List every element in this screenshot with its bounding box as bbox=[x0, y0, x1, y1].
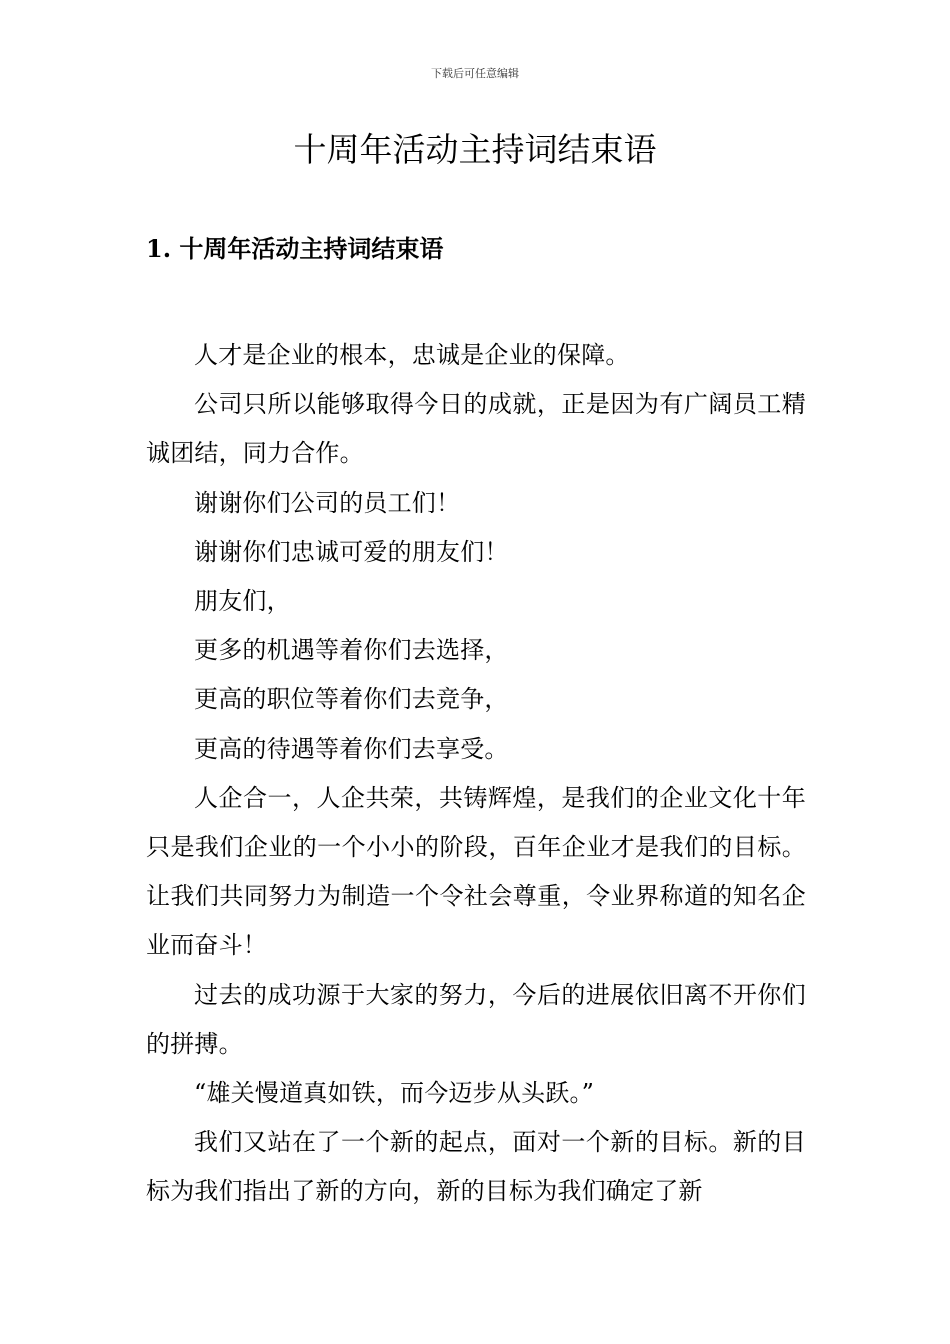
paragraph: 更高的职位等着你们去竞争， bbox=[194, 685, 509, 714]
section-heading: 1. 十周年活动主持词结束语 bbox=[146, 234, 444, 263]
paragraph: 过去的成功源于大家的努力，今后的进展依旧离不开你们的拼搏。 bbox=[146, 980, 806, 1058]
paragraph: “雄关慢道真如铁，而今迈步从头跃。” bbox=[194, 1079, 595, 1108]
document-title: 十周年活动主持词结束语 bbox=[293, 130, 657, 169]
paragraph: 更多的机遇等着你们去选择， bbox=[194, 636, 509, 665]
paragraph: 朋友们， bbox=[194, 587, 291, 616]
paragraph: 公司只所以能够取得今日的成就，正是因为有广阔员工精诚团结，同力合作。 bbox=[146, 390, 806, 468]
paragraph: 人才是企业的根本，忠诚是企业的保障。 bbox=[194, 341, 630, 369]
paragraph: 更高的待遇等着你们去享受。 bbox=[194, 734, 509, 763]
paragraph: 谢谢你们忠诚可爱的朋友们！ bbox=[194, 537, 509, 566]
paragraph: 我们又站在了一个新的起点，面对一个新的目标。新的目标为我们指出了新的方向，新的目标为我们确定了新 bbox=[146, 1128, 806, 1206]
paragraph: 人企合一，人企共荣，共铸辉煌，是我们的企业文化十年只是我们企业的一个小小的阶段，百年企业才是我们的目标。让我们共同努力为制造一个令社会尊重，令业界称道的知名企业而奋斗！ bbox=[146, 783, 806, 960]
document-body bbox=[146, 331, 806, 1217]
header-note: 下载后可任意编辑 bbox=[431, 67, 519, 80]
paragraph: 谢谢你们公司的员工们！ bbox=[194, 488, 461, 517]
